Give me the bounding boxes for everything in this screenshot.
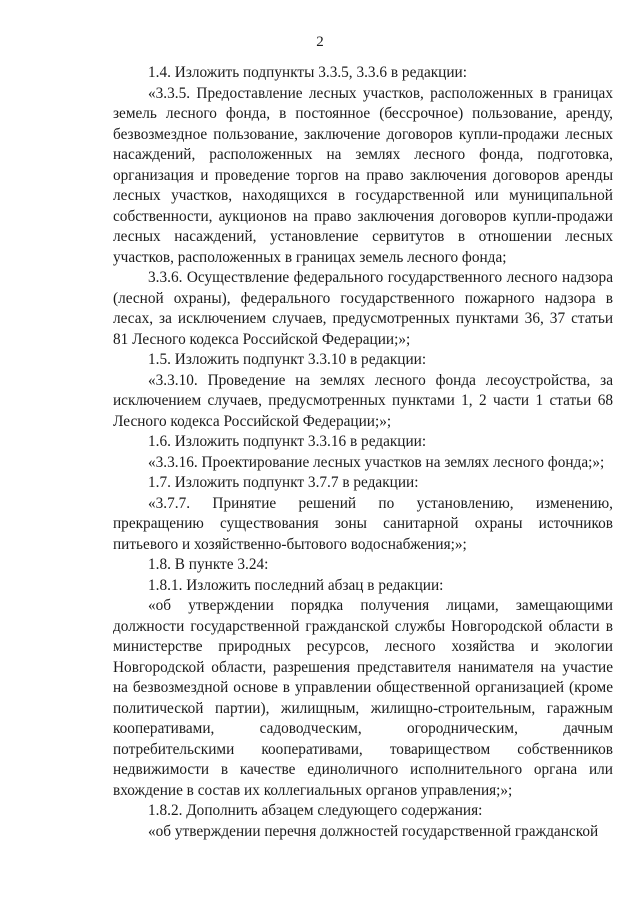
paragraph-3-3-10: «3.3.10. Проведение на землях лесного фонда лесоустройства, за исключением случаев, предусмотренных пунктами 1, 2 части 1 статьи 68 Лесного кодекса Российской Федерации;»;: [113, 371, 613, 430]
paragraph-3-3-5: «3.3.5. Предоставление лесных участков, расположенных в границах земель лесного фонда, в постоянное (бессрочное) пользование, аренду, безвозмездное пользование, заключение договоров купли-продажи лесных насаждений, расположенных на землях лесного фонда, подготовка, организация и проведение торгов на право заключения договоров аренды лесных участков, находящихся в государственной или муниципальной собственности, аукционов на право заключения договоров купли-продажи лесных насаждений, установление сервитутов в отношении лесных участков, расположенных в границах земель лесного фонда;: [113, 84, 613, 266]
page-number: 2: [316, 34, 324, 50]
paragraph-3-3-6: 3.3.6. Осуществление федерального государственного лесного надзора (лесной охраны), федерального государственного пожарного надзора в лесах, за исключением случаев, предусмотренных пунктами 36, 37 статьи 81 Лесного кодекса Российской Федерации;»;: [113, 269, 613, 348]
paragraph-new-abzac: «об утверждении перечня должностей государственной гражданской: [148, 822, 599, 840]
paragraph-1-4-heading: 1.4. Изложить подпункты 3.3.5, 3.3.6 в редакции:: [148, 64, 467, 81]
paragraph-1-5-heading: 1.5. Изложить подпункт 3.3.10 в редакции:: [148, 351, 427, 368]
paragraph-last-abzac: «об утверждении порядка получения лицами, замещающими должности государственной гражданской службы Новгородской области в министерстве природных ресурсов, лесного хозяйства и экологии Новгородской области, разрешения представителя нанимателя на участие на безвозмездной основе в управлении общественной организацией (кроме политической партии), жилищным, жилищно-строительным, гаражным кооперативами, садоводческим, огородническим, дачным потребительскими кооперативами, товариществом собственников недвижимости в качестве единоличного исполнительного органа или вхождение в состав их коллегиальных органов управления;»;: [113, 597, 613, 799]
paragraph-1-8-2-heading: 1.8.2. Дополнить абзацем следующего содержания:: [148, 802, 483, 819]
paragraph-1-8-heading: 1.8. В пункте 3.24:: [148, 556, 269, 573]
paragraph-1-7-heading: 1.7. Изложить подпункт 3.7.7 в редакции:: [148, 474, 419, 491]
paragraph-3-7-7: «3.7.7. Принятие решений по установлению, изменению, прекращению существования зоны санитарной охраны источников питьевого и хозяйственно-бытового водоснабжения;»;: [113, 494, 613, 553]
paragraph-1-6-heading: 1.6. Изложить подпункт 3.3.16 в редакции:: [148, 433, 427, 450]
paragraph-3-3-16: «3.3.16. Проектирование лесных участков на землях лесного фонда;»;: [148, 453, 605, 471]
paragraph-1-8-1-heading: 1.8.1. Изложить последний абзац в редакции:: [148, 576, 444, 594]
document-body: [113, 63, 613, 842]
